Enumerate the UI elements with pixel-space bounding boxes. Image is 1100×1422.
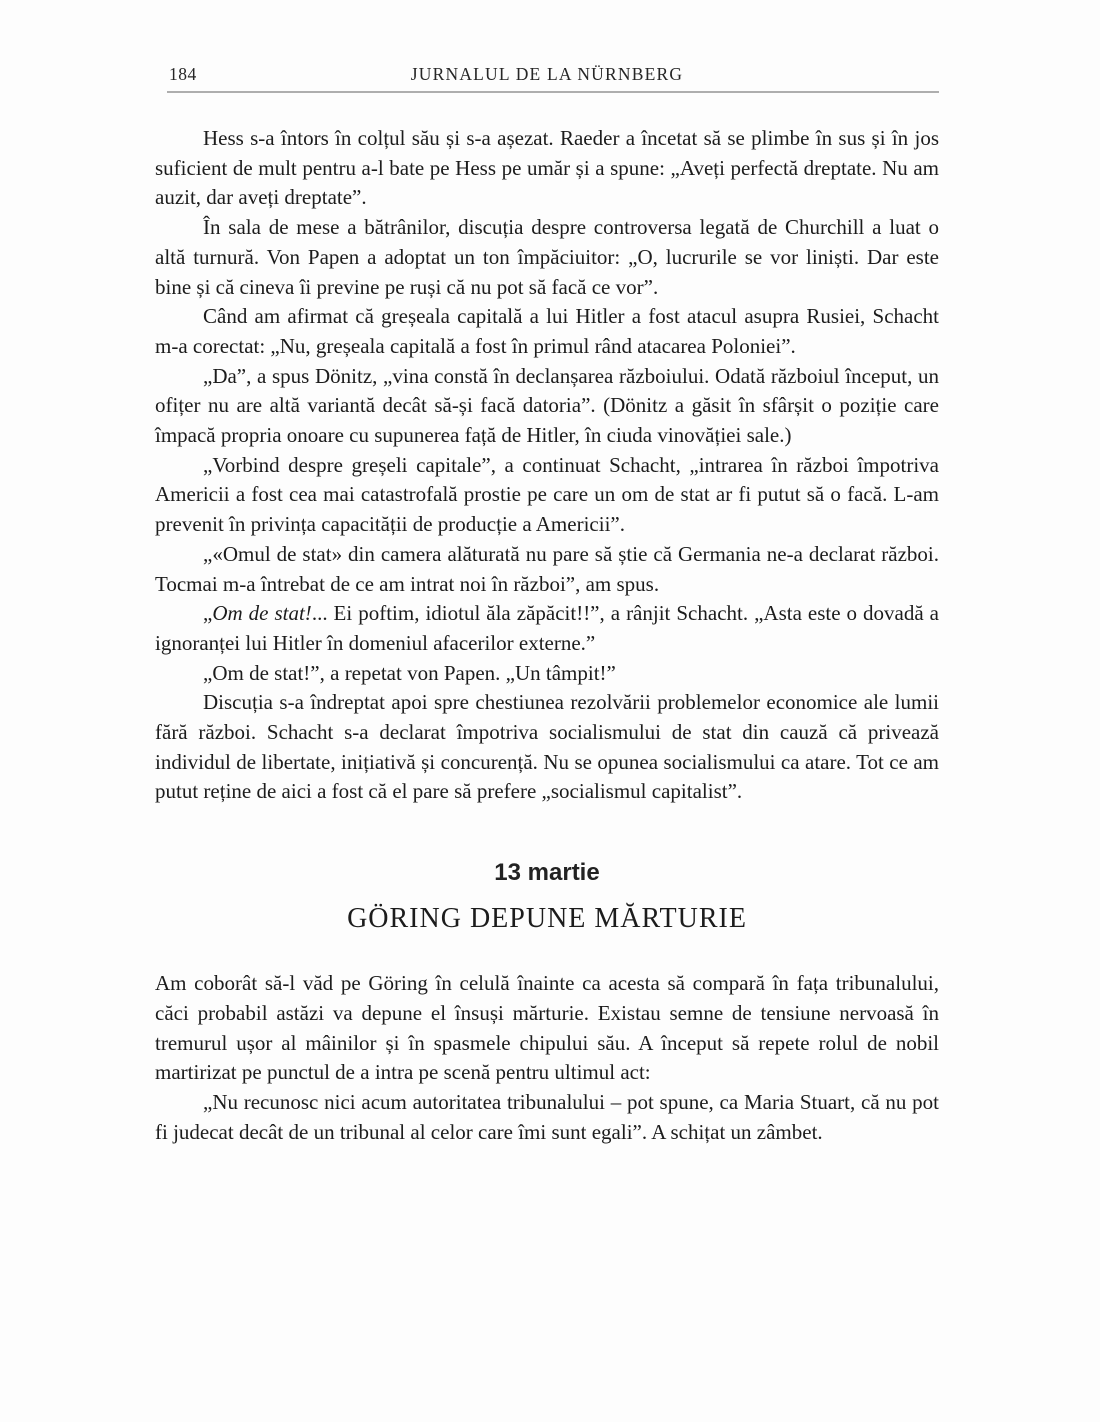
italic-run: Om de stat! (212, 601, 312, 626)
text-run: „Vorbind despre greșeli capitale”, a continuat Schacht, „intrarea în război împotriva Americii a fost cea mai catastrofală prostie pe care un om de stat ar fi putut să o facă. L-am prevenit în privința capacității de producție a Americii”. (155, 452, 939, 537)
text-run: ... Ei poftim, idiotul ăla zăpăcit!!”, a rânjit Schacht. „Asta este o dovadă a ignoranței lui Hitler în domeniul afacerilor externe.” (155, 601, 939, 655)
paragraph (155, 302, 939, 361)
text-run: Discuția s-a îndreptat apoi spre chestiunea rezolvării problemelor economice ale lumii fără război. Schacht s-a declarat împotriva socialismului de stat din cauză că privează individul de libertate, inițiativă și concurență. Nu se opunea socialismului ca atare. Tot ce am putut reține de aici a fost că el pare să prefere „socialismul capitalist”. (155, 690, 939, 804)
paragraph (155, 540, 939, 599)
paragraph (155, 969, 939, 1088)
text-run: „Da”, a spus Dönitz, „vina constă în declanșarea războiului. Odată războiul început, un ofițer nu are altă variantă decât să-și facă datoria”. (Dönitz a găsit în sfârșit o poziție care împacă propria onoare cu supunerea față de Hitler, în ciuda vinovăției sale.) (155, 363, 939, 448)
section-title: GÖRING DEPUNE MĂRTURIE (347, 903, 747, 935)
text-run: „Om de stat!”, a repetat von Papen. „Un tâmpit!” (203, 660, 616, 685)
text-run: Hess s-a întors în colțul său și s-a așezat. Raeder a încetat să se plimbe în sus și în jos suficient de mult pentru a-l bate pe Hess pe umăr și a spune: „Aveți perfectă dreptate. Nu am auzit, dar aveți dreptate”. (155, 126, 939, 210)
text-run: Am coborât să-l văd pe Göring în celulă înainte ca acesta să compară în fața tribunalului, căci probabil astăzi va depune el însuși mărturie. Existau semne de tensiune nervoasă în tremurul ușor al mâinilor și în spasmele chipului său. A început să repete rolul de nobil martirizat pe punctul de a intra pe scenă pentru ultimul act: (155, 971, 939, 1085)
section-headings (155, 859, 939, 935)
text-run: „ (203, 601, 213, 626)
paragraph (155, 659, 939, 689)
text-run: „«Omul de stat» din camera alăturată nu pare să știe că Germania ne-a declarat război. Tocmai m-a întrebat de ce am intrat noi în război”, am spus. (155, 541, 939, 596)
paragraph (155, 1088, 939, 1147)
paragraph (155, 599, 939, 658)
text-run: Când am afirmat că greșeala capitală a lui Hitler a fost atacul asupra Rusiei, Schacht m-a corectat: „Nu, greșeala capitală a fost în primul rând atacarea Poloniei”. (155, 304, 939, 358)
paragraph (155, 362, 939, 451)
paragraph (155, 213, 939, 302)
diary-text-block-2 (155, 969, 939, 1147)
header-rule (167, 91, 939, 93)
paragraph (155, 124, 939, 213)
paragraph (155, 688, 939, 807)
running-title: JURNALUL DE LA NÜRNBERG (410, 64, 684, 84)
text-run: În sala de mese a bătrânilor, discuția despre controversa legată de Churchill a luat o altă turnură. Von Papen a adoptat un ton împăciuitor: „O, lucrurile se vor liniști. Dar este bine și că cineva îi previne pe ruși că nu pot să facă ce vor”. (155, 215, 939, 299)
paragraph (155, 451, 939, 540)
section-date-heading: 13 martie (494, 859, 600, 887)
page-content (155, 64, 939, 1147)
diary-text-block-1 (155, 124, 939, 807)
page-number: 184 (169, 64, 197, 84)
page-header (155, 64, 939, 88)
text-run: „Nu recunosc nici acum autoritatea tribunalului – pot spune, ca Maria Stuart, că nu pot fi judecat decât de un tribunal al celor care îmi sunt egali”. A schițat un zâmbet. (155, 1089, 939, 1144)
